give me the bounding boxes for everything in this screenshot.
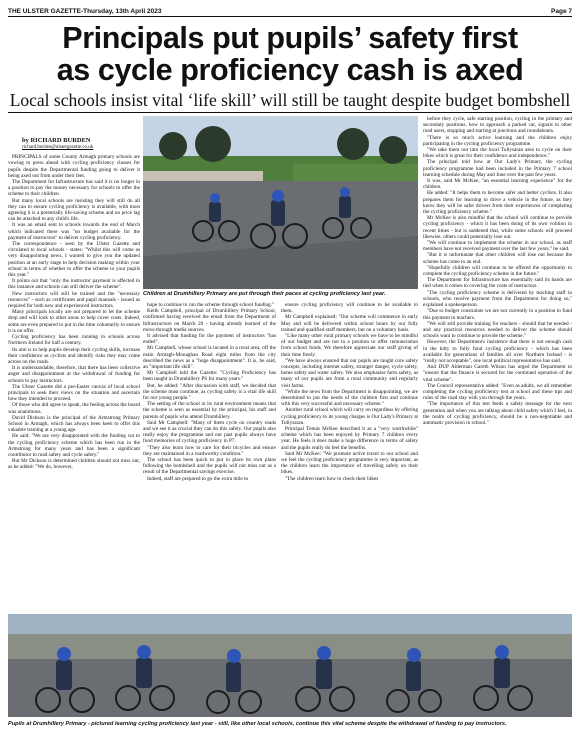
paragraph: David Dickson is the principal of the Armstrong Primary School in Armagh, which has always been keen to offer this valuable training at a young age. — [8, 414, 140, 434]
paragraph: "While the news from the Department is disappointing, we are determined to put the needs of the children first and continue with this very successful and necessary scheme." — [281, 388, 418, 408]
paragraph: Principal Tomás McKee described it as a "very worthwhile" scheme which has been enjoyed by Primary 7 children every year. He feels it does make a huge difference in terms of safety and the pupils really do feel the benefits. — [281, 426, 418, 451]
paragraph: Cycling proficiency has been running in schools across Northern Ireland for half a century. — [8, 334, 140, 347]
paragraph: It is understandable, therefore, that there has been collective anger and disappointment at the withdrawal of funding for schools to pay instructors. — [8, 365, 140, 384]
paragraph: "They also learn how to care for their bicycles and ensure they are maintained in a roadworthy condition." — [143, 444, 276, 457]
paragraph: The Department for Infrastructure has essentially said its hands are tied when it comes to covering the costs of instructors. — [423, 277, 572, 290]
masthead-rule — [8, 16, 572, 17]
paragraph: "Due to budget constraints we are not currently in a position to fund this payment to teachers. — [423, 308, 572, 321]
paragraph: "We will still provide training for teachers - should that be needed - and any practical resources needed to deliver the scheme should schools want to continue to provide the scheme." — [423, 320, 572, 340]
paragraph: The setting of the school in its rural environment means that the scheme is seen as essential by the principal, his staff and parents of pupils who attend Drumhillery. — [143, 401, 276, 420]
paragraph: But Mr Dickson is determined children should not miss out, as he added: "We do, however, — [8, 458, 140, 471]
photo-group-cyclists-image — [8, 614, 572, 717]
article-column-2 — [143, 302, 276, 612]
paragraph: He said: "We are very disappointed with the funding cut to the cycling proficiency scheme which has been run in the Armstrong for many years and has been a significant contributor to road safety and cycle safety." — [8, 433, 140, 458]
paragraph: Another rural school which will carry on regardless by offering cycling proficiency to its young charges is Our Lady's Primary at Tullysaran. — [281, 407, 418, 426]
byline: by RICHARD BURDEN — [22, 137, 91, 144]
photo-cyclists-playground — [143, 116, 418, 289]
paragraph: It advised that funding for the payment of instructors "has ended". — [143, 333, 276, 346]
paragraph: He added: "It helps them to become safer and better cyclists. It also prepares them for learning to drive a vehicle in the future, as they know they will be safer drivers from their experiences of completing the cycling proficiency scheme." — [423, 190, 572, 216]
top-photo-caption: Children at Drumhillery Primary are put through their paces at cycling proficiency last year. — [143, 291, 386, 297]
paragraph: Keith Campbell, principal of Drumhillery Primary School, confirmed having received the email from the Department of Infrastructure on March 20 - having already learned of the move through media sources. — [143, 308, 276, 333]
paragraph: PRINCIPALS of some County Armagh primary schools are vowing to press ahead with cycling proficiency classes for pupils despite the Departmental funding going to deliver it being axed out from under their feet. — [8, 154, 140, 179]
paragraph: Its aim is to help pupils develop their cycling skills, increase their confidence as cyclists and identify risks they may come across on the roads. — [8, 346, 140, 365]
paragraph: Indeed, staff are prepared to go the extra mile to — [147, 475, 249, 482]
article-column-1 — [8, 137, 140, 612]
paragraph: It was, said Mr McKee, "an essential learning experience" for the children. — [423, 178, 572, 191]
paragraph: The Council representative added: "Even as adults, we all remember completing the cycling proficiency test at school and these tips and rules of the road stay with you through the years. — [423, 382, 572, 402]
paragraph: Of those who did agree to speak, the feeling across the board was unanimous. — [8, 402, 140, 415]
paragraph: "The children learn how to check their bikes — [285, 475, 379, 482]
article-column-4 — [423, 116, 572, 612]
paragraph: Said Mr McKee: "We promote active travel to our school and we feel the cycling proficiency programme is very important, as the children learn the importance of travelling safely on their bikes. — [281, 450, 418, 476]
paragraph: hope to continue to run the scheme through school funding." — [147, 302, 275, 308]
paragraph: "Like many other rural primary schools we have to be mindful of our budget and are not in a position to offer remuneration from school funds. We therefore appreciate our staff giving of their time freely. — [281, 333, 418, 358]
paragraph: But, he added: "After discussion with staff, we decided that the scheme must continue, as cycling safety is a vital life skill for our young people." — [143, 382, 276, 402]
paragraph: "Hopefully children will continue to be offered the opportunity to complete the cycling proficiency scheme in the future." — [423, 264, 572, 278]
paragraph: And DUP Alderman Gareth Wilson has urged the Department to "ensure that the finance is secured for the continued operation of the vital scheme". — [423, 364, 572, 383]
paragraph: "We have always ensured that our pupils are taught core safety concepts, including internet safety, stranger danger, cycle safety, home safety and water safety. We also emphasise farm safety, as many of our pupils are from a rural community and regularly visit farms. — [281, 357, 418, 389]
paper-dateline: THE ULSTER GAZETTE-Thursday, 13th April 2023 — [8, 8, 162, 15]
paragraph: "The cycling proficiency scheme is delivered by teaching staff in schools, who receive payment from the Department for doing so," explained a spokesperson. — [423, 289, 572, 309]
masthead — [8, 3, 572, 15]
paragraph: Mr Campbell explained: "Our scheme will commence in early May and will be delivered within school hours by our fully trained and qualified staff members, but on a voluntary basis. — [281, 314, 418, 333]
headline — [8, 22, 572, 86]
headline-line-2: as cycle proficiency cash is axed — [56, 53, 524, 87]
paragraph: Many principals locally are not prepared to let the scheme drop and will look to other areas to help cover costs. Indeed, some are even prepared to put in the time voluntarily to ensure it is on offer. — [8, 309, 140, 334]
paragraph: It was an email sent to schools towards the end of March which indicated there was "no budget available for the payment of instructors" to deliver cycling proficiency. — [8, 222, 140, 241]
headline-line-1: Principals put pupils’ safety first — [62, 21, 518, 55]
paragraph: The correspondence - seen by the Ulster Gazette and circulated to local schools - states: "Whilst this will come as very disappointing news, I wanted to give you the updated position at an early stage to help decision making within your school in terms of whether to offer the scheme to your pupils this year." — [8, 241, 140, 279]
paragraph: "The importance of this test feeds a safety message for the next generation and when you are talking about child safety which I feel, in the realm of cycling proficiency, should be a non-negotiable and automatic provision in school." — [423, 401, 572, 426]
standfirst: Local schools insist vital ‘life skill’ will still be taught despite budget bombshell — [9, 90, 571, 110]
paragraph: But many local schools are insisting they will still do all they can to ensure cycling proficiency is available, with most agreeing it is a potentially life-saving scheme and no price tag can be attached to any child's life. — [8, 197, 140, 223]
author-email[interactable]: richard.burden@ulstergazette.co.uk — [22, 145, 94, 150]
paragraph: The Ulster Gazette did a pre-Easter canvas of local school principals to seek their views on the situation and ascertain how they intended to proceed. — [8, 383, 140, 403]
page-number: Page 7 — [551, 8, 572, 15]
photo-group-cyclists — [8, 614, 572, 717]
paragraph: "We take them out into the local Tullysaran area to cycle on their bikes which is great for their confidence and independence." — [423, 147, 572, 160]
paragraph: Mr McKee is also mindful that the school will continue to provide cycling proficiency - which it has been doing of its own volition in recent times - but is saddened that, while some schools will proceed likewise, others could potentially lose out. — [423, 215, 572, 240]
paragraph: ensure cycling proficiency will continue to be available to them. — [281, 302, 418, 315]
article-column-3 — [281, 302, 418, 612]
paragraph: "There is so much active learning and the children enjoy participating in the cycling proficiency programme. — [423, 134, 572, 147]
paragraph: Mr Campbell told the Gazette: "Cycling Proficiency has been taught in Drumhillery PS for many years." — [143, 370, 276, 383]
bottom-photo-caption: Pupils at Drumhillery Primary - pictured learning cycling proficiency last year - still, like other local schools, continue this vital scheme despite the withdrawal of funding to pay instructors. — [8, 721, 507, 727]
paragraph: It points out that "only the instructor payment is affected in this instance and schools can still deliver the scheme". — [8, 278, 140, 291]
standfirst-rule — [8, 112, 572, 113]
paragraph: The principal told how at Our Lady's Primary, the cycling proficiency programme had been included in the Primary 7 school learning schedule during May and June over the past few years. — [423, 159, 572, 178]
paragraph: "We will continue to implement the scheme in our school, as staff members have not received payment over the last few years," he said. — [423, 240, 572, 253]
paragraph: before they cycle, safe starting position, cycling in the primary and secondary positions, how to approach a parked car, signals to other road users, stopping and starting at junctions and roundabouts. — [423, 116, 572, 135]
paragraph: However, the Department's insistence that there is not enough cash in the kitty to fully fund cycling proficiency - which has been available for generations of families all over Northern Ireland - is "really not acceptable", one local political representative has said. — [423, 339, 572, 364]
paragraph: "But it is unfortunate that other children will lose out because the scheme has come to an end. — [423, 252, 572, 265]
photo-cyclists-playground-image — [143, 116, 418, 289]
paragraph: Said Mr Campbell: "Many of them cycle on country roads and we see it as crucial they can do this safely. Our pupils also really enjoy the programme and our past pupils always have fond memories of cycling proficiency in P7. — [143, 419, 276, 445]
paragraph: Mr Campbell, whose school is located in a rural area, off the main Armagh-Monaghan Road eight miles from the city described the news as a "huge disappointment". It is, he said, an "important life skill". — [143, 345, 276, 371]
paragraph: New instructors will still be trained and the "necessary resources" - such as certificates and pupil manuals - issued as required for both new and experienced instructors. — [8, 290, 140, 310]
paragraph: The Department for Infrastructure has said it is no longer in a position to pay the money necessary for schools to offer the scheme to their children. — [8, 179, 140, 198]
paragraph: The school has been quick to put in place its own plans following the bombshell and the pupils will not miss out as a result of the Departmental savings exercise. — [143, 457, 276, 476]
